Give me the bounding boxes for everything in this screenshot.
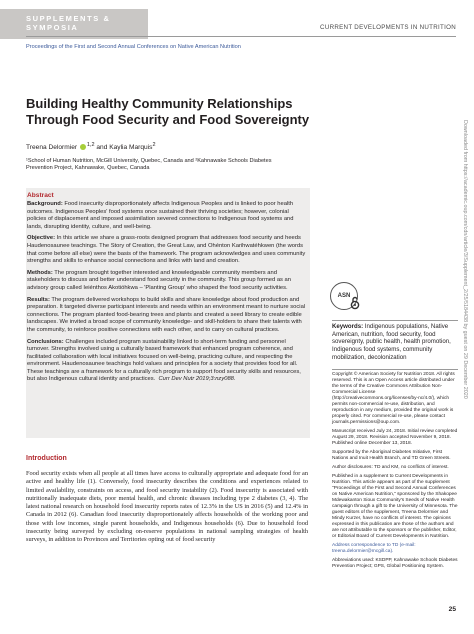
abstract-background: [27, 201, 306, 231]
open-access-icon: [350, 296, 360, 310]
abstract-text: The program delivered workshops to build skills and share knowledge about food production and preparation. It targeted diverse participant interests and needs within an environment meant to nurture social connections. The program planted food-bearing trees and plants and created a seed library to create edible landscapes. We invited a broad scope of community knowledge- and skill-holders to share their talents with the community, to reinforce positive connections with each other, and to carry on cultural practices.: [27, 296, 306, 333]
keywords-label: Keywords:: [332, 323, 364, 330]
funding-statement: Supported by the Aboriginal Diabetes Initiative, First Nations and Inuit Health Branch, and TD Green Streets.: [332, 450, 451, 461]
abstract-text: In this article we share a grass-roots designed program that addresses food security and heeds Haudenosaunee teachings. The Story of Creation, the Great Law, and Ohénton Karihwatéhkwen (the words that come before all else) were the basis of the framework. The program acknowledges and uses community strengths and skills to enhance social connections and links with land and creation.: [27, 235, 306, 265]
abbreviations: Abbreviations used: KSDPP, Kahnawake Schools Diabetes Prevention Project; GPS, Global Positioning System.: [332, 558, 458, 569]
proceedings-link[interactable]: Proceedings of the First and Second Annual Conferences on Native American Nutrition: [26, 44, 241, 50]
download-stamp: [458, 120, 470, 570]
author-affil-sup: 1,2: [86, 142, 95, 148]
abstract-label: Conclusions:: [27, 338, 64, 345]
asn-logo-text: ASN: [337, 293, 351, 299]
abstract-heading: Abstract: [27, 192, 54, 199]
keywords-list: Indigenous populations, Native American, nutrition, food security, food sovereignty, public health, health promotion, Indigenous food systems, community mobilization, decolonization: [332, 323, 451, 361]
abstract-conclusions: [27, 339, 306, 385]
introduction-heading: Introduction: [26, 455, 67, 462]
abstract-citation: Curr Dev Nutr 2019;3:nzy088.: [158, 376, 236, 383]
introduction-body: Food security exists when all people at all times have access to culturally appropriate and adequate food for an active and healthy life (1). Conversely, food insecurity describes the conditions and experiences related to limited availability, constraints on access, and food security instability (2). Food insecurity is associated with nutritionally inadequate diets, poor mental health, and chronic diseases including type 2 diabetes (3, 4). The latest national research on household food insecurity reports rates of 12.3% in the US in 2016 (5) and 12.4% in Canada in 2012 (6). Canadian food insecurity disproportionately affects households of the working poor and those with low incomes, single parent households, and Indigenous households (6). Due to household food insecurity being surveyed by excluding on-reserve populations in national sampling strategies of health surveys, in addition to Provinces and Territories opting out of food security: [26, 470, 308, 544]
author-name[interactable]: and Kaylia Marquis: [94, 144, 153, 152]
orcid-icon[interactable]: [80, 144, 86, 150]
journal-header: [0, 0, 474, 38]
abstract-box: [26, 188, 310, 438]
abstract-label: Methods:: [27, 269, 53, 276]
abstract-results: [27, 297, 306, 335]
header-divider: [26, 36, 456, 37]
copyright-notice: Copyright © American Society for Nutrition 2018. All rights reserved. This is an Open Access article distributed under the terms of the Creative Commons Attribution Non-Commercial License (http://creativecommons.org/licenses/by-nc/4.0/), which permits non-commercial re-use, distribution, and reproduction in any medium, provided the original work is properly cited. For commercial re-use, please contact journals.permissions@oup.com.: [332, 372, 455, 425]
page-number: 25: [448, 606, 456, 613]
manuscript-dates: Manuscript received July 24, 2018. Initial review completed August 29, 2018. Revision accepted November 9, 2018. Published online December 13, 2018.: [332, 429, 458, 446]
download-stamp-text: Downloaded from https://academic.oup.com/cdn/article/3/Supplement_2/25/5184438 by guest on 29 December 2020: [462, 120, 468, 399]
keywords-bottom-rule: [332, 369, 458, 370]
abstract-label: Results:: [27, 296, 50, 303]
author-list: [26, 142, 156, 151]
section-tag-line2: SYMPOSIA: [26, 23, 79, 32]
abstract-text: Food insecurity disproportionately affects Indigenous Peoples and is linked to poor health outcomes. Indigenous Peoples' food systems once sustained their thriving societies; however, colonial policies of displacement and imposed assimilation severed connections to Indigenous food systems and lands, disrupting identity, culture, and well-being.: [27, 201, 294, 230]
abstract-methods: [27, 270, 306, 293]
section-tag-line1: SUPPLEMENTS &: [26, 14, 111, 23]
affiliations: ¹School of Human Nutrition, McGill University, Quebec, Canada and ²Kahnawake Schools Diabetes Prevention Project, Kahnawake, Quebec, Canada: [26, 158, 272, 172]
abstract-label: Objective:: [27, 235, 56, 242]
abstract-label: Background:: [27, 201, 63, 207]
author-affil-sup: 2: [152, 142, 156, 148]
correspondence[interactable]: Address correspondence to TD (e-mail: treena.delormier@mcgill.ca).: [332, 543, 416, 554]
keywords-block: [332, 323, 458, 362]
section-tag: [0, 9, 148, 39]
article-metadata: [332, 372, 458, 570]
journal-section-label: CURRENT DEVELOPMENTS IN NUTRITION: [320, 24, 456, 31]
disclosures: Author disclosures: TD and KM, no conflicts of interest.: [332, 465, 449, 470]
abstract-text: Challenges included program sustainability linked to short-term funding and personnel turnover. Strengths involved using a culturally based framework that enhanced program coherence, and facilitated collaboration with local initiatives focused on well-being, practicing culture, and respecting the environment. Haudenosaunee teachings hold values and principles for a society that provides food for all. These teachings are a framework for a culturally rich program to support food security skills and resources, but also Indigenous cultural identity and practices.: [27, 338, 301, 383]
abstract-text: The program brought together interested and knowledgeable community members and stakeholders to discuss and better understand food security in the community. This group formed as an advisory group called Ieiénthos Akotióhkwa – 'Planting Group' who shaped the food security activities.: [27, 269, 292, 291]
article-title: Building Healthy Community Relationships Through Food Security and Food Sovereignty: [26, 96, 310, 127]
author-name[interactable]: Treena Delormier: [26, 144, 78, 152]
abstract-objective: [27, 235, 306, 265]
supplement-note: Published in a supplement to Current Developments in Nutrition. This article appears as part of the supplement "Proceedings of the First and Second Annual Conferences on Native American Nutrition," sponsored by the Shakopee Mdewakanton Sioux Community's Seeds of Native Health campaign through a gift to the University of Minnesota. The guest editors of the supplement, Treena Delormier and Mindy Kurzer, have no conflicts of interest. The opinions expressed in this publication are those of the authors and are not attributable to the sponsors or the publisher, Editor, or Editorial Board of Current Developments in Nutrition.: [332, 474, 458, 539]
keywords-top-rule: [332, 320, 458, 321]
